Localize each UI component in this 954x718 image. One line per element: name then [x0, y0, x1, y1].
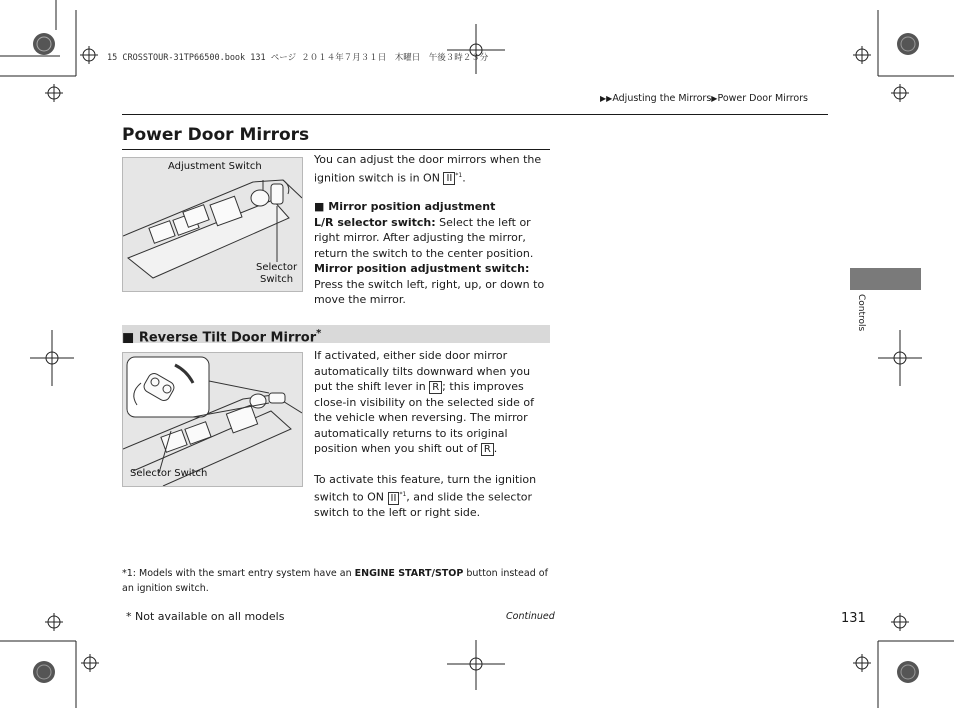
subhead-title: Reverse Tilt Door Mirror — [138, 330, 317, 346]
section-tab-label: Controls — [856, 294, 866, 332]
intro-end: . — [462, 171, 466, 185]
not-available-note: * Not available on all models — [126, 610, 285, 623]
title-rule — [122, 149, 550, 150]
reverse-p1-b: ; this improves close-in visibility on the selected side of the vehicle when reversing. The mirror automatically returns to its original position when you shift out of — [314, 380, 534, 455]
mirror-position-text: Press the switch left, right, up, or down to move the mirror. — [314, 277, 545, 306]
mirror-adjust-heading: Mirror position adjustment — [328, 200, 496, 213]
intro-text: You can adjust the door mirrors when the ignition switch is in ON — [314, 153, 542, 185]
reverse-p1-a: If activated, either side door mirror automatically tilts downward when you put the shift lever in — [314, 349, 531, 393]
breadcrumb-arrows: ▶▶ — [600, 94, 613, 103]
key-r-1: R — [429, 381, 442, 394]
key-ii-2: II — [388, 492, 400, 505]
mirror-adjust-section — [314, 199, 550, 308]
subhead-asterisk: * — [316, 328, 322, 339]
footnote — [122, 566, 552, 596]
label-reverse-selector-switch: Selector Switch — [130, 468, 208, 479]
reverse-tilt-heading — [122, 325, 550, 346]
heading-marker: ■ — [314, 200, 325, 213]
breadcrumb-current: Power Door Mirrors — [717, 93, 808, 104]
footnote-ref-2: *1 — [399, 491, 407, 498]
key-ii: II — [443, 172, 455, 185]
figure-selector-switch — [122, 352, 303, 487]
reverse-p2-a: To activate this feature, turn the ignition switch to ON — [314, 472, 537, 504]
header-rule — [122, 114, 828, 115]
lr-selector-text: Select the left or right mirror. After adjusting the mirror, return the switch to the center position. — [314, 215, 534, 260]
subhead-marker: ■ — [122, 330, 135, 346]
page-number: 131 — [841, 611, 866, 626]
key-r-2: R — [481, 443, 494, 456]
reverse-tilt-text — [314, 348, 550, 521]
intro-paragraph — [314, 152, 550, 186]
footnote-suffix: button instead of an ignition switch. — [122, 568, 548, 594]
footnote-prefix: *1: Models with the smart entry system have an — [122, 568, 355, 579]
breadcrumb — [600, 93, 808, 104]
mirror-position-label: Mirror position adjustment switch: — [314, 262, 530, 275]
reverse-tilt-switch-illustration — [123, 353, 302, 486]
lr-selector-label: L/R selector switch: — [314, 215, 436, 229]
page-title: Power Door Mirrors — [122, 125, 310, 145]
reverse-p2-b: , and slide the selector switch to the left or right side. — [314, 490, 533, 520]
section-tab[interactable] — [850, 268, 921, 290]
reverse-p1-c: . — [493, 442, 498, 455]
breadcrumb-parent[interactable]: Adjusting the Mirrors — [612, 93, 712, 104]
breadcrumb-separator: ▶ — [711, 94, 718, 103]
footnote-ref: *1 — [455, 171, 463, 179]
footnote-bold: ENGINE START/STOP — [354, 568, 464, 579]
label-selector-switch: Selector Switch — [256, 262, 298, 285]
print-header: 15 CROSSTOUR-31TP66500.book 131 ページ ２０１４年７月３１日 木曜日 午後３時２３分 — [107, 53, 489, 63]
continued-label: Continued — [506, 611, 555, 622]
label-adjustment-switch: Adjustment Switch — [168, 161, 262, 172]
